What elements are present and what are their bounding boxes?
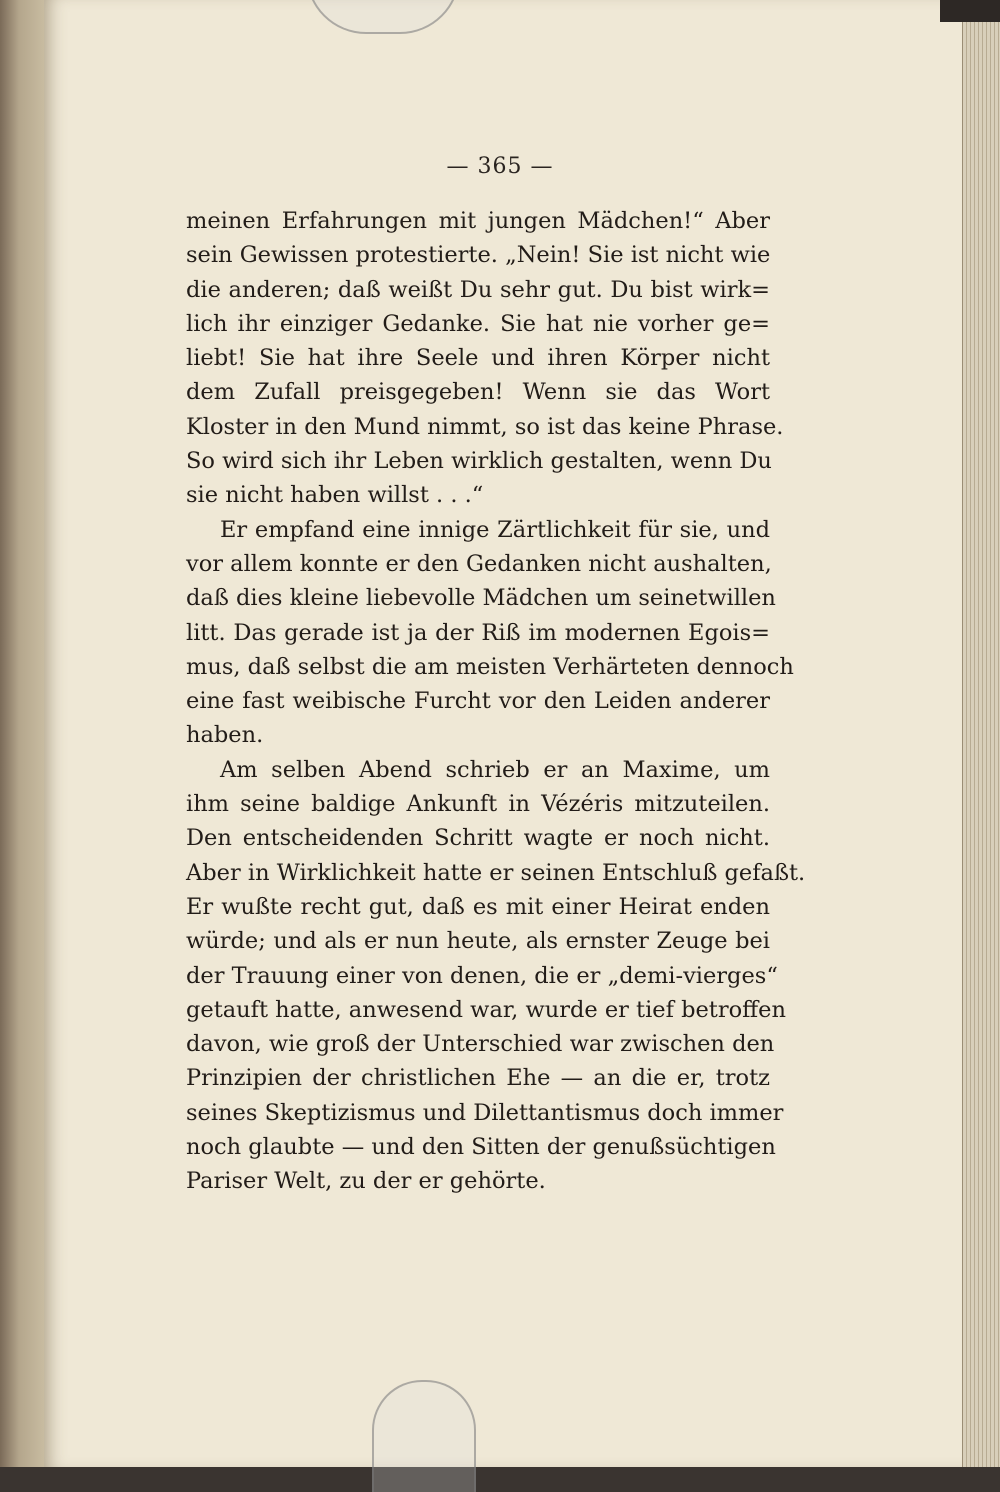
paragraph-3 (186, 753, 806, 1199)
text-line: Am selben Abend schrieb er an Maxime, um (220, 756, 770, 783)
text-line: vor allem konnte er den Gedanken nicht aushalten, (186, 550, 772, 577)
text-line: lich ihr einziger Gedanke. Sie hat nie vorher ge= (186, 310, 770, 337)
text-line: Prinzipien der christlichen Ehe — an die er, trotz (186, 1065, 770, 1092)
text-line: sein Gewissen protestierte. „Nein! Sie ist nicht wie (186, 242, 771, 269)
text-line: litt. Das gerade ist ja der Riß im modernen Egois= (186, 619, 770, 646)
page-clip-bottom (372, 1380, 476, 1492)
text-line: daß dies kleine liebevolle Mädchen um seinetwillen (186, 585, 776, 612)
paragraph-2 (186, 513, 794, 753)
text-line: So wird sich ihr Leben wirklich gestalten, wenn Du (186, 448, 772, 475)
text-line: Pariser Welt, zu der er gehörte. (186, 1168, 546, 1195)
text-line: getauft hatte, anwesend war, wurde er tief betroffen (186, 996, 786, 1023)
text-line: Aber in Wirklichkeit hatte er seinen Entschluß gefaßt. (186, 859, 806, 886)
text-line: ihm seine baldige Ankunft in Vézéris mitzuteilen. (186, 791, 770, 818)
text-line: haben. (186, 722, 264, 749)
book-gutter-edge (0, 0, 48, 1467)
text-line: seines Skeptizismus und Dilettantismus doch immer (186, 1099, 784, 1126)
text-line: Er empfand eine innige Zärtlichkeit für sie, und (220, 516, 770, 543)
text-line: der Trauung einer von denen, die er „demi-vierges“ (186, 962, 778, 989)
text-line: eine fast weibische Furcht vor den Leiden anderer (186, 688, 770, 715)
body-text (186, 204, 806, 1199)
text-line: Er wußte recht gut, daß es mit einer Heirat enden (186, 893, 770, 920)
background-corner (940, 0, 1000, 22)
text-line: Kloster in den Mund nimmt, so ist das keine Phrase. (186, 413, 784, 440)
text-line: mus, daß selbst die am meisten Verhärteten dennoch (186, 653, 794, 680)
page-number: — 365 — (446, 154, 554, 179)
text-line: die anderen; daß weißt Du sehr gut. Du bist wirk= (186, 276, 770, 303)
text-line: meinen Erfahrungen mit jungen Mädchen!“ Aber (186, 208, 770, 234)
text-line: davon, wie groß der Unterschied war zwischen den (186, 1031, 775, 1058)
text-line: sie nicht haben willst . . .“ (186, 482, 484, 509)
text-line: dem Zufall preisgegeben! Wenn sie das Wort (186, 379, 770, 406)
text-line: Den entscheidenden Schritt wagte er noch nicht. (186, 825, 770, 852)
page-stack-edge (962, 18, 1000, 1467)
text-line: würde; und als er nun heute, als ernster Zeuge bei (186, 928, 770, 955)
text-line: liebt! Sie hat ihre Seele und ihren Körper nicht (186, 345, 770, 372)
text-line: noch glaubte — und den Sitten der genußsüchtigen (186, 1134, 776, 1161)
paragraph-1 (186, 204, 784, 513)
